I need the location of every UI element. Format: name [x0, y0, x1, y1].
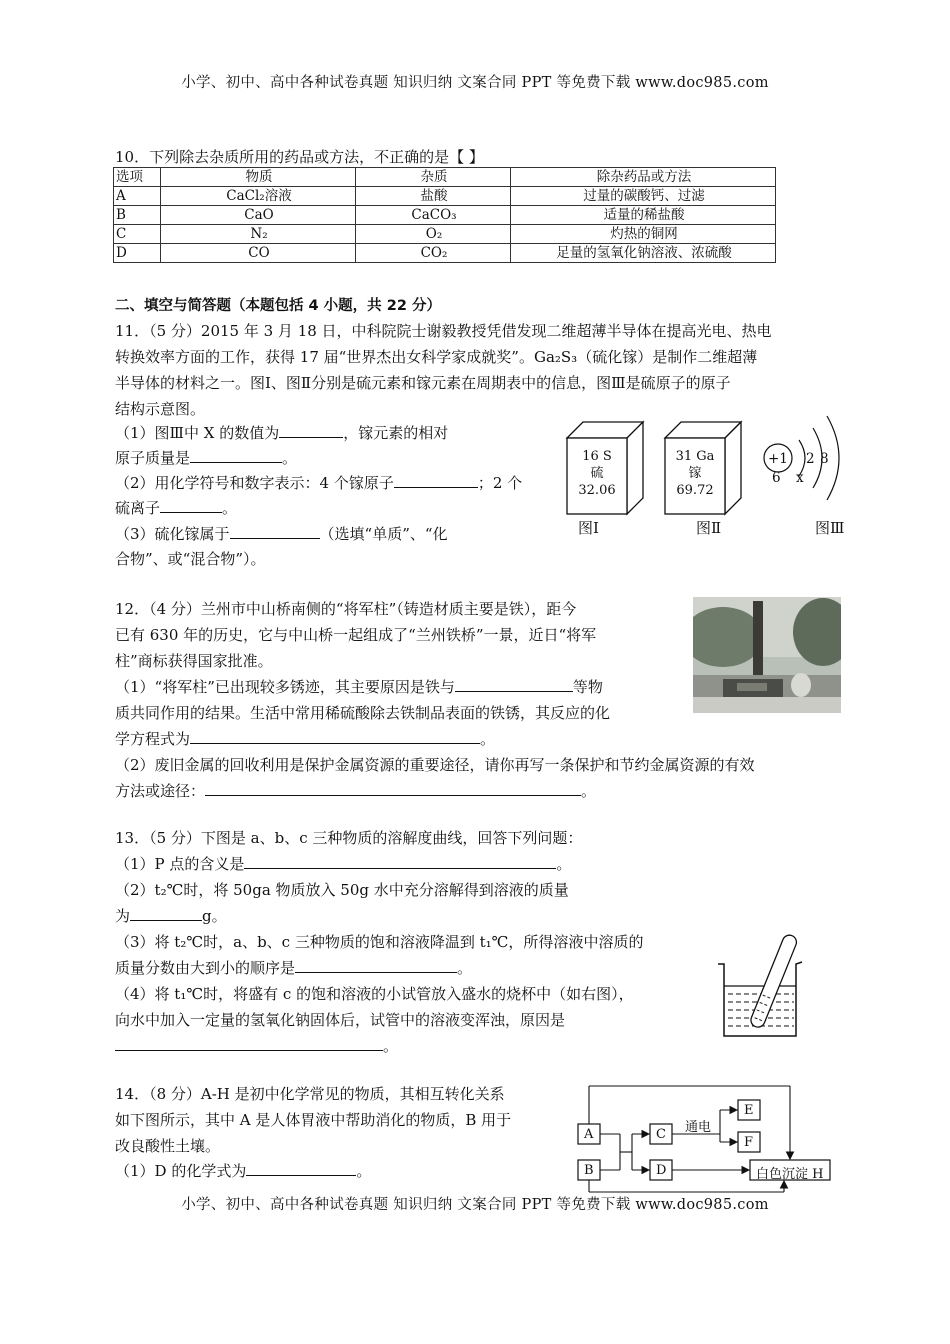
q11-part3b: 合物”、或“混合物”）。	[115, 550, 266, 568]
q14-line3: 改良酸性土壤。	[115, 1137, 221, 1155]
table-cell: CaCO₃	[356, 206, 511, 225]
q13-part4: （4）将 t₁℃时，将盛有 c 的饱和溶液的小试管放入盛水的烧杯中（如右图），	[115, 985, 634, 1003]
q14-line1: 14．（8 分）A-H 是初中化学常见的物质，其相互转化关系	[115, 1085, 505, 1103]
table-cell: 灼热的铜网	[511, 225, 776, 244]
answer-blank[interactable]	[160, 498, 222, 513]
answer-blank[interactable]	[130, 906, 202, 921]
q11-part1: （1）图Ⅲ中 X 的数值为 ，镓元素的相对	[115, 424, 449, 442]
answer-blank[interactable]	[246, 1161, 356, 1176]
answer-blank[interactable]	[295, 958, 457, 973]
q12-line1: 12．（4 分）兰州市中山桥南侧的“将军柱”（铸造材质主要是铁），距今	[115, 600, 577, 618]
unknown-x: x	[796, 470, 804, 486]
q12-part2: （2）废旧金属的回收利用是保护金属资源的重要途径，请你再写一条保护和节约金属资源的有效	[115, 756, 755, 774]
answer-blank[interactable]	[455, 677, 573, 692]
table-header: 选项	[114, 168, 161, 187]
table-row	[114, 225, 776, 244]
iron-pillar-image	[693, 597, 841, 713]
table-cell: 过量的碳酸钙、过滤	[511, 187, 776, 206]
q11-line3: 半导体的材料之一。图Ⅰ、图Ⅱ分别是硫元素和镓元素在周期表中的信息，图Ⅲ是硫原子的原子	[115, 374, 731, 392]
beaker-with-test-tube	[712, 928, 812, 1042]
figure-caption: 图Ⅰ	[578, 519, 599, 537]
q12-line3: 柱”商标获得国家批准。	[115, 652, 273, 670]
table-header: 物质	[161, 168, 356, 187]
answer-blank[interactable]	[279, 423, 343, 438]
node-a: A	[584, 1127, 594, 1142]
q12-part1c: 学方程式为 。	[115, 730, 496, 748]
table-cell: CO	[161, 244, 356, 263]
node-b: B	[584, 1163, 594, 1178]
sulfur-info: 16 S 硫 32.06	[578, 449, 616, 498]
table-cell: CO₂	[356, 244, 511, 263]
table-cell: CaO	[161, 206, 356, 225]
q13-part4c: 。	[115, 1035, 398, 1056]
answer-blank[interactable]	[230, 524, 320, 539]
table-cell: 盐酸	[356, 187, 511, 206]
page-header: 小学、初中、高中各种试卷真题 知识归纳 文案合同 PPT 等免费下载 www.doc985.com	[181, 75, 769, 91]
answer-blank[interactable]	[115, 1036, 383, 1051]
q13-part4b: 向水中加入一定量的氢氧化钠固体后，试管中的溶液变浑浊，原因是	[115, 1011, 566, 1029]
table-header: 杂质	[356, 168, 511, 187]
iron-pillar-photo	[693, 597, 841, 713]
q11-line1: 11．（5 分）2015 年 3 月 18 日，中科院院士谢毅教授凭借发现二维超薄半导体在提高光电、热电	[115, 322, 772, 340]
q11-part1b: 原子质量是 。	[115, 449, 298, 467]
q11-line4: 结构示意图。	[115, 400, 206, 418]
q11-part2b: 硫离子 。	[115, 499, 238, 517]
table-row	[114, 244, 776, 263]
shell2-electrons: 8	[820, 451, 829, 467]
table-cell: 足量的氢氧化钠溶液、浓硫酸	[511, 244, 776, 263]
table-header: 除杂药品或方法	[511, 168, 776, 187]
table-cell: C	[114, 225, 161, 244]
table-cell: CaCl₂溶液	[161, 187, 356, 206]
page-footer: 小学、初中、高中各种试卷真题 知识归纳 文案合同 PPT 等免费下载 www.doc985.com	[181, 1197, 769, 1213]
q13-part1: （1）P 点的含义是 。	[115, 855, 572, 873]
answer-blank[interactable]	[244, 854, 556, 869]
q12-part1: （1）“将军柱”已出现较多锈迹，其主要原因是铁与 等物	[115, 678, 603, 696]
node-d: D	[656, 1163, 667, 1178]
table-cell: 适量的稀盐酸	[511, 206, 776, 225]
q12-line2: 已有 630 年的历史，它与中山桥一起组成了“兰州铁桥”一景，近日“将军	[115, 626, 597, 644]
q10-table	[113, 167, 776, 263]
table-cell: A	[114, 187, 161, 206]
table-cell: B	[114, 206, 161, 225]
table-header-row	[114, 168, 776, 187]
shell1-electrons: 2	[806, 451, 815, 467]
q12-part1b: 质共同作用的结果。生活中常用稀硫酸除去铁制品表面的铁锈，其反应的化	[115, 704, 611, 722]
node-c: C	[656, 1127, 666, 1142]
q13-part3: （3）将 t₂℃时，a、b、c 三种物质的饱和溶液降温到 t₁℃，所得溶液中溶质的	[115, 933, 644, 951]
q14-part1: （1）D 的化学式为 。	[115, 1162, 372, 1180]
table-row	[114, 206, 776, 225]
answer-blank[interactable]	[205, 781, 581, 796]
node-e: E	[744, 1103, 754, 1118]
answer-blank[interactable]	[190, 729, 480, 744]
q11-part2: （2）用化学符号和数字表示：4 个镓原子 ；2 个	[115, 474, 523, 492]
gallium-info: 31 Ga 镓 69.72	[675, 449, 715, 498]
q10-stem: 10．下列除去杂质所用的药品或方法，不正确的是【 】	[115, 148, 484, 166]
q13-line1: 13．（5 分）下图是 a、b、c 三种物质的溶解度曲线，回答下列问题：	[115, 829, 583, 847]
table-cell: O₂	[356, 225, 511, 244]
node-h: 白色沉淀 H	[756, 1167, 824, 1182]
q13-part2b: 为 g。	[115, 907, 227, 925]
node-f: F	[744, 1135, 754, 1150]
answer-blank[interactable]	[190, 448, 282, 463]
table-cell: D	[114, 244, 161, 263]
electron-count-label: 6	[772, 470, 781, 486]
answer-blank[interactable]	[394, 473, 478, 488]
q13-part3b: 质量分数由大到小的顺序是 。	[115, 959, 473, 977]
nucleus-charge: +1	[768, 451, 788, 467]
q11-line2: 转换效率方面的工作，获得 17 届“世界杰出女科学家成就奖”。Ga₂S₃（硫化镓）是制作二维超薄	[115, 348, 758, 366]
q12-part2b: 方法或途径： 。	[115, 782, 597, 800]
electrolysis-label: 通电	[685, 1120, 712, 1135]
table-cell: N₂	[161, 225, 356, 244]
q14-line2: 如下图所示，其中 A 是人体胃液中帮助消化的物质，B 用于	[115, 1111, 512, 1129]
q11-part3: （3）硫化镓属于 （选填“单质”、“化	[115, 525, 448, 543]
q13-part2: （2）t₂℃时，将 50ga 物质放入 50g 水中充分溶解得到溶液的质量	[115, 881, 569, 899]
figure-caption: 图Ⅱ	[696, 519, 722, 537]
figure-caption: 图Ⅲ	[815, 519, 845, 537]
table-row	[114, 187, 776, 206]
section-title: 二、填空与简答题（本题包括 4 小题，共 22 分）	[115, 298, 441, 314]
